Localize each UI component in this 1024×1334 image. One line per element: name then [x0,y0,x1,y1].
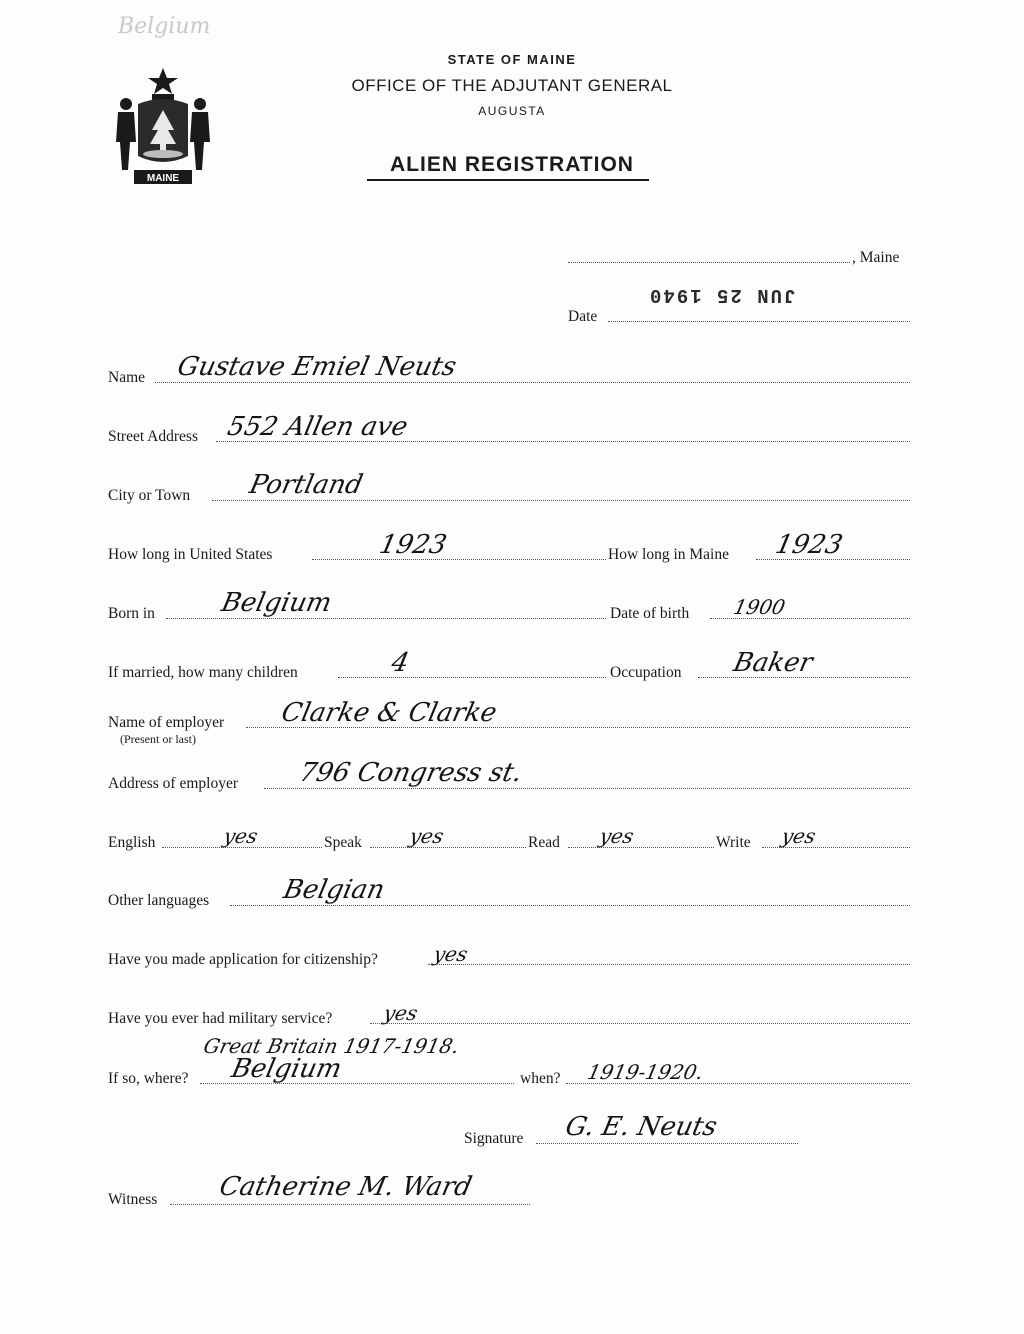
city-value: Portland [246,470,366,500]
read-value: yes [597,824,636,848]
children-line[interactable] [338,677,606,678]
place-line[interactable] [568,262,850,263]
long-maine-label: How long in Maine [608,546,729,563]
write-value: yes [779,824,818,848]
name-value: Gustave Emiel Neuts [174,352,459,382]
citizenship-line[interactable] [428,964,910,965]
citizenship-label: Have you made application for citizenship? [108,951,378,968]
seal-banner: MAINE [146,173,180,184]
state-seal-icon [108,64,218,188]
speak-label: Speak [324,834,362,851]
place-suffix: , Maine [852,249,900,266]
occupation-label: Occupation [610,664,682,681]
military-value: yes [381,1001,420,1025]
when-value: 1919-1920. [585,1060,706,1084]
where-value: Belgium [228,1054,345,1084]
date-label: Date [568,308,598,325]
street-value: 552 Allen ave [224,412,411,442]
long-us-line[interactable] [312,559,606,560]
city-label: City or Town [108,487,191,504]
citizenship-value: yes [431,942,470,966]
header-city: AUGUSTA [478,104,546,118]
speak-line[interactable] [370,847,526,848]
when-label: when? [520,1070,561,1087]
form-title: ALIEN REGISTRATION [390,153,634,176]
english-value: yes [221,824,260,848]
employer-sublabel: (Present or last) [120,732,196,746]
military-label: Have you ever had military service? [108,1010,333,1027]
born-in-label: Born in [108,605,155,622]
signature-label: Signature [464,1130,524,1147]
children-value: 4 [388,648,412,678]
read-line[interactable] [568,847,714,848]
other-languages-label: Other languages [108,892,210,909]
occupation-value: Baker [730,648,816,678]
signature-value: G. E. Neuts [562,1112,720,1142]
write-label: Write [716,834,751,851]
where-note: Great Britain 1917-1918. [201,1034,462,1058]
pencil-note: Belgium [118,14,211,39]
header-office: OFFICE OF THE ADJUTANT GENERAL [351,76,673,95]
street-label: Street Address [108,428,198,445]
other-languages-value: Belgian [280,875,388,905]
read-label: Read [528,834,560,851]
other-languages-line[interactable] [230,905,910,906]
dob-value: 1900 [731,595,788,619]
witness-value: Catherine M. Ward [216,1172,475,1202]
speak-value: yes [407,824,446,848]
long-maine-value: 1923 [772,530,846,560]
name-line[interactable] [155,382,910,383]
children-label: If married, how many children [108,664,298,681]
long-us-value: 1923 [376,530,450,560]
where-label: If so, where? [108,1070,189,1087]
employer-label: Name of employer [108,714,225,731]
employer-address-line[interactable] [264,788,910,789]
long-us-label: How long in United States [108,546,273,563]
employer-address-value: 796 Congress st. [296,758,525,788]
name-label: Name [108,369,146,386]
signature-line[interactable] [536,1143,798,1144]
english-label: English [108,834,156,851]
witness-line[interactable] [170,1204,530,1205]
born-in-line[interactable] [166,618,606,619]
date-stamp: JUN 25 1940 [648,284,796,306]
military-line[interactable] [370,1023,910,1024]
born-in-value: Belgium [218,588,335,618]
city-line[interactable] [212,500,910,501]
employer-address-label: Address of employer [108,775,238,792]
employer-value: Clarke & Clarke [278,698,500,728]
title-underline [367,179,649,181]
header-state: STATE OF MAINE [447,52,577,67]
date-line[interactable] [608,321,910,322]
dob-label: Date of birth [610,605,690,622]
witness-label: Witness [108,1191,158,1208]
